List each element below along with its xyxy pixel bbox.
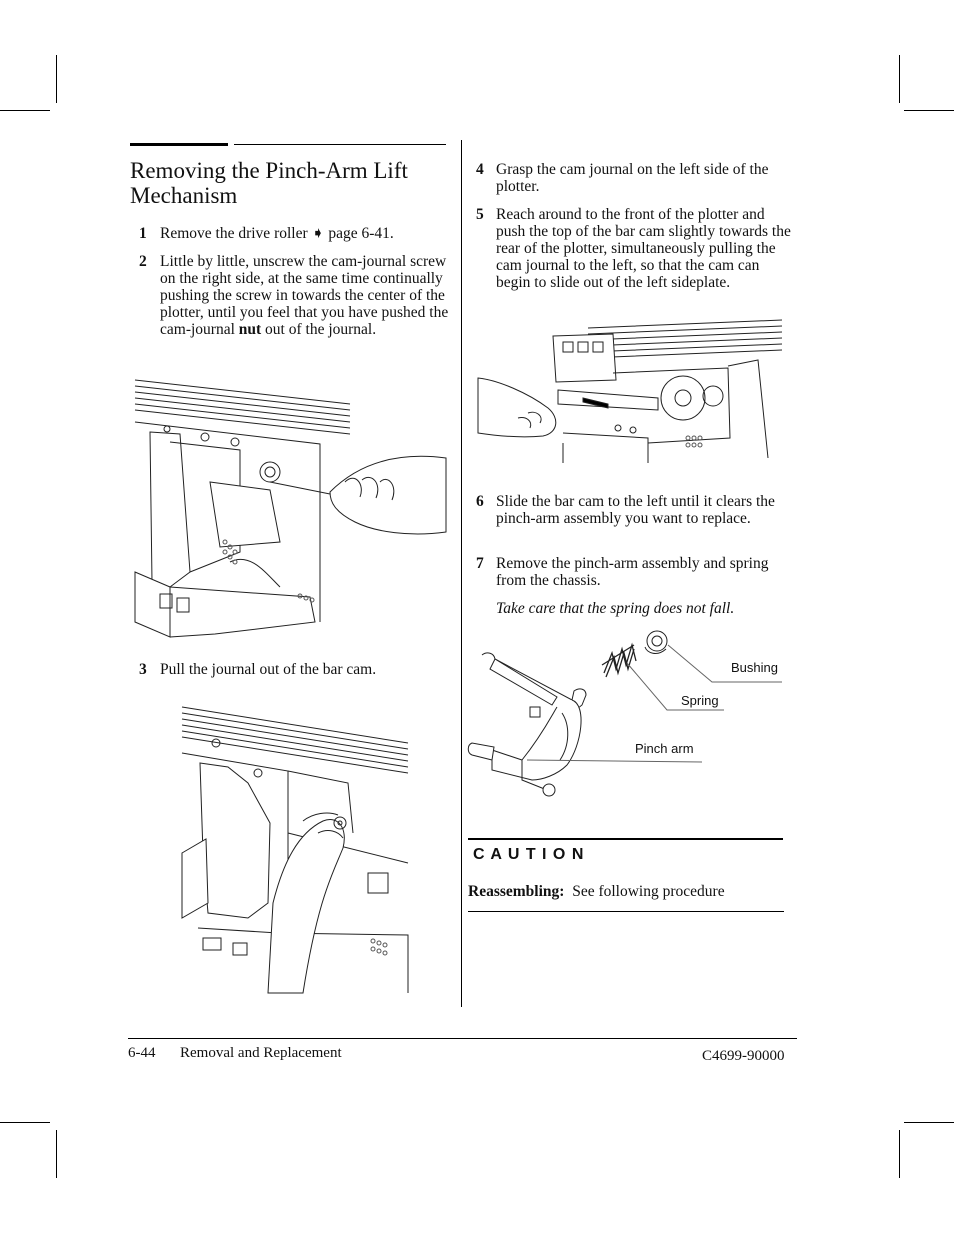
step-text: Slide the bar cam to the left until it clears the pinch-arm assembly you want to replace. [496, 493, 775, 527]
footer-rule [128, 1038, 797, 1039]
crop-mark [899, 1130, 900, 1178]
footer-doc-number: C4699-90000 [702, 1048, 785, 1064]
caution-bottom-rule [468, 911, 784, 912]
caution-top-rule [468, 838, 783, 840]
crop-mark [0, 110, 50, 111]
step-number: 1 [139, 225, 147, 242]
caution-text: See following procedure [572, 883, 725, 900]
crop-mark [904, 110, 954, 111]
step-bold-term: nut [238, 321, 262, 338]
section-title: Removing the Pinch-Arm Lift Mechanism [130, 158, 408, 208]
crop-mark [904, 1122, 954, 1123]
step-7 [476, 555, 794, 589]
figure-unscrew-cam-journal [130, 372, 450, 642]
step-5 [476, 206, 794, 291]
step-note [496, 600, 794, 617]
callout-pinch-arm: Pinch arm [635, 741, 694, 756]
caution-body [468, 883, 725, 901]
column-divider [461, 140, 462, 1007]
step-number: 7 [476, 555, 484, 572]
crop-mark [899, 55, 900, 103]
step-number: 6 [476, 493, 484, 510]
page-reference-icon: ➧ [311, 225, 325, 242]
step-number: 3 [139, 661, 147, 678]
crop-mark [56, 55, 57, 103]
callout-bushing: Bushing [731, 660, 778, 675]
section-rule-thick [130, 143, 228, 146]
step-4 [476, 161, 794, 195]
step-text: Pull the journal out of the bar cam. [160, 661, 377, 678]
footer-section: Removal and Replacement [180, 1045, 342, 1061]
step-3 [139, 661, 454, 678]
figure-slide-cam-journal [468, 318, 784, 463]
step-1 [139, 225, 454, 242]
step-number: 4 [476, 161, 484, 178]
section-rule-thin [234, 144, 446, 145]
figure-pinch-arm-assembly [462, 625, 787, 805]
step-text: Grasp the cam journal on the left side of the plotter. [496, 161, 769, 195]
step-number: 2 [139, 253, 147, 270]
step-text: out of the journal. [261, 321, 377, 338]
step-text: Remove the pinch-arm assembly and spring from the chassis. [496, 555, 769, 589]
step-number: 5 [476, 206, 484, 223]
note-text: Take care that the spring does not fall. [496, 600, 735, 617]
step-text: Remove the drive roller [160, 225, 312, 242]
caution-label: Reassembling: [468, 883, 565, 900]
step-text: Reach around to the front of the plotter and push the top of the bar cam slightly towards the rear of the plotter, simultaneously pulling the cam journal to the left, so that the cam can begin to slide out of the left sideplate. [496, 206, 791, 291]
caution-heading: C A U T I O N [473, 846, 585, 863]
step-text: Little by little, unscrew the cam-journal screw on the right side, at the same time continually pushing the screw in towards the center of the plotter, until you feel that you have pushed the cam-journal [160, 253, 449, 338]
footer-page-number: 6-44 [128, 1045, 156, 1061]
step-6 [476, 493, 794, 527]
figure-pull-journal [178, 703, 413, 998]
callout-spring: Spring [681, 693, 719, 708]
crop-mark [0, 1122, 50, 1123]
step-2 [139, 253, 454, 338]
step-text: page 6-41. [324, 225, 394, 242]
crop-mark [56, 1130, 57, 1178]
